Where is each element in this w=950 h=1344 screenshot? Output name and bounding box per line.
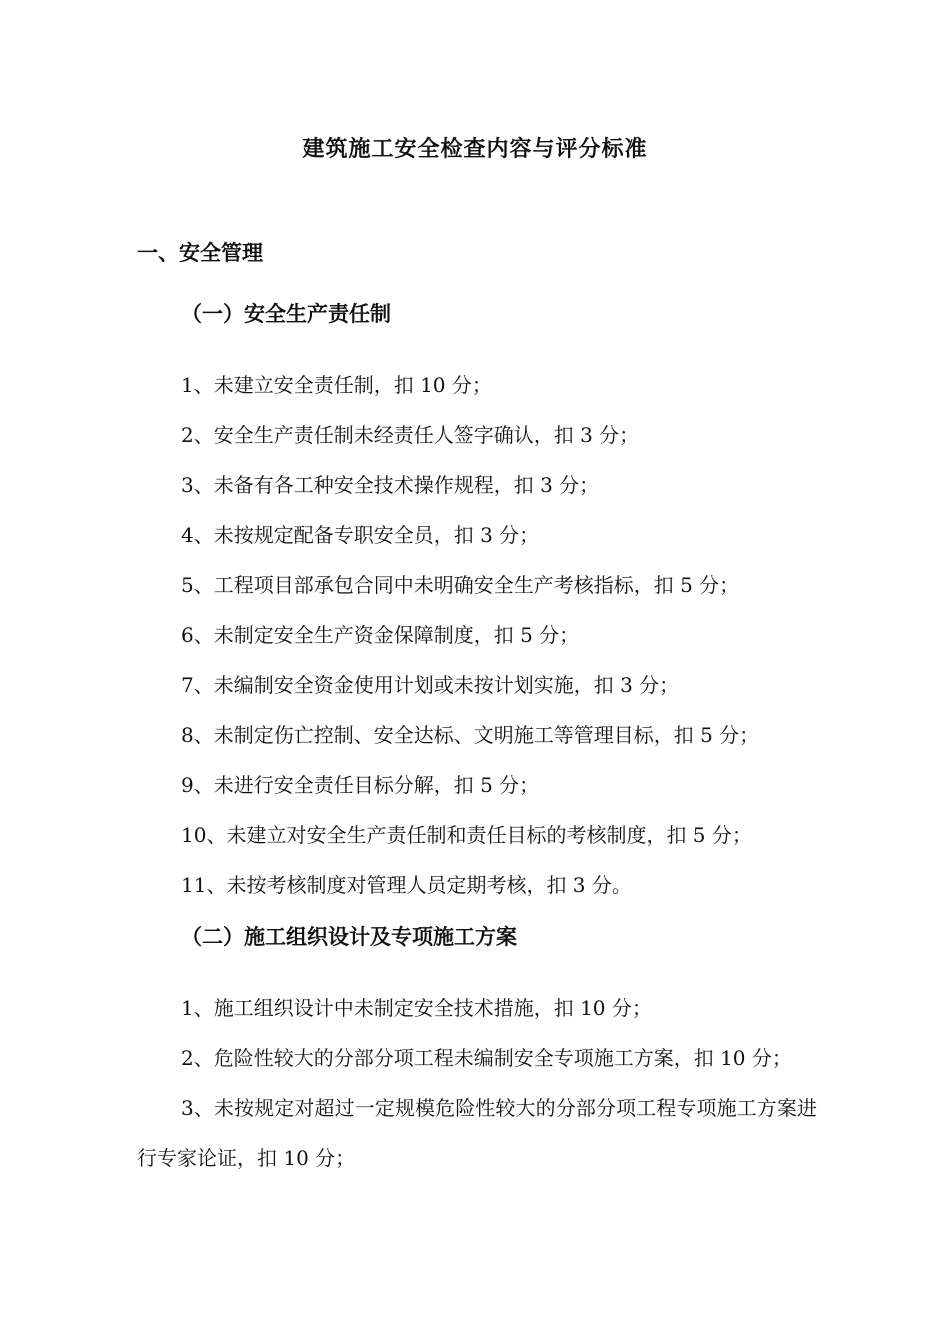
list-item: 5、工程项目部承包合同中未明确安全生产考核指标，扣 5 分； <box>181 573 740 597</box>
responsibility-item-list <box>137 360 817 910</box>
list-item: 2、危险性较大的分部分项工程未编制安全专项施工方案，扣 10 分； <box>181 1046 792 1070</box>
construction-plan-item-list <box>137 983 817 1183</box>
document-title: 建筑施工安全检查内容与评分标准 <box>302 136 648 162</box>
section-heading-safety-management: 一、安全管理 <box>137 240 263 265</box>
list-item: 6、未制定安全生产资金保障制度，扣 5 分； <box>181 623 580 647</box>
list-item: 9、未进行安全责任目标分解，扣 5 分； <box>181 773 540 797</box>
list-item: 4、未按规定配备专职安全员，扣 3 分； <box>181 523 540 547</box>
subsection-heading-construction-plan: （二）施工组织设计及专项施工方案 <box>181 924 517 949</box>
list-item: 2、安全生产责任制未经责任人签字确认，扣 3 分； <box>181 423 640 447</box>
list-item: 1、施工组织设计中未制定安全技术措施，扣 10 分； <box>181 996 652 1020</box>
list-item: 1、未建立安全责任制，扣 10 分； <box>181 373 492 397</box>
list-item: 11、未按考核制度对管理人员定期考核，扣 3 分。 <box>181 873 632 897</box>
list-item: 7、未编制安全资金使用计划或未按计划实施，扣 3 分； <box>181 673 680 697</box>
list-item: 3、未按规定对超过一定规模危险性较大的分部分项工程专项施工方案进行专家论证，扣 10 分； <box>137 1096 817 1170</box>
list-item: 8、未制定伤亡控制、安全达标、文明施工等管理目标，扣 5 分； <box>181 723 760 747</box>
subsection-heading-responsibility: （一）安全生产责任制 <box>181 301 391 326</box>
list-item: 3、未备有各工种安全技术操作规程，扣 3 分； <box>181 473 600 497</box>
list-item: 10、未建立对安全生产责任制和责任目标的考核制度，扣 5 分； <box>181 823 752 847</box>
